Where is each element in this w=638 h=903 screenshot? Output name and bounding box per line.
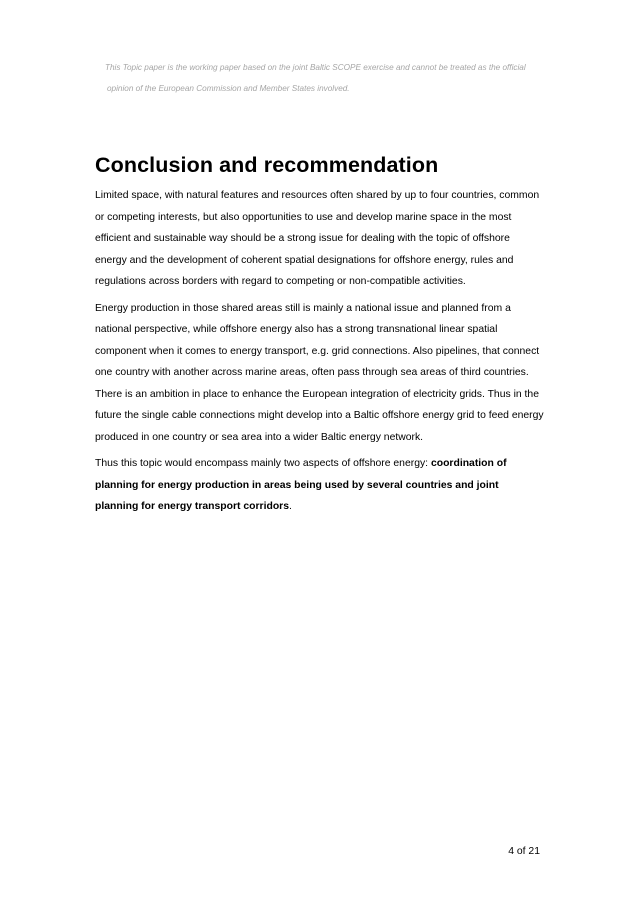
text-line: produced in one country or sea area into a wider Baltic energy network. bbox=[95, 431, 424, 443]
text-line: component when it comes to energy transport, e.g. grid connections. Also pipelines, that connect bbox=[95, 345, 540, 357]
text-line: Limited space, with natural features and resources often shared by up to four countries, common bbox=[95, 190, 540, 201]
paragraph-3 bbox=[95, 453, 555, 518]
bold-text-run: coordination of bbox=[430, 458, 507, 469]
text-line: future the single cable connections might develop into a Baltic offshore energy grid to feed energy bbox=[95, 410, 544, 421]
body-text bbox=[95, 185, 555, 523]
paragraph-2 bbox=[95, 298, 555, 449]
disclaimer-line: opinion of the European Commission and Member States involved. bbox=[107, 84, 350, 93]
text-line bbox=[95, 496, 555, 518]
paragraph-1 bbox=[95, 185, 555, 293]
text-line: There is an ambition in place to enhance the European integration of electricity grids. Thus in the bbox=[95, 388, 539, 400]
disclaimer-line: This Topic paper is the working paper based on the joint Baltic SCOPE exercise and cannot be treated as the official bbox=[105, 63, 526, 72]
text-line: energy and the development of coherent spatial designations for offshore energy, rules and bbox=[95, 254, 514, 266]
header-disclaimer bbox=[105, 57, 575, 99]
text-line: one country with another across marine areas, often pass through sea areas of third countries. bbox=[95, 367, 529, 378]
bold-text-line: planning for energy production in areas being used by several countries and joint bbox=[95, 479, 499, 491]
text-line: efficient and sustainable way should be a strong issue for dealing with the topic of offshore bbox=[95, 233, 510, 244]
text-line: regulations across borders with regard to competing or non-compatible activities. bbox=[95, 276, 466, 287]
text-line: national perspective, while offshore energy also has a strong transnational linear spatial bbox=[95, 324, 498, 335]
text-run: . bbox=[288, 501, 292, 512]
section-heading: Conclusion and recommendation bbox=[95, 153, 439, 177]
bold-text-run: planning for energy transport corridors bbox=[95, 501, 289, 512]
text-run: Thus this topic would encompass mainly two aspects of offshore energy: bbox=[95, 458, 431, 469]
text-line: Energy production in those shared areas still is mainly a national issue and planned from a bbox=[95, 302, 511, 314]
page-number: 4 of 21 bbox=[508, 846, 540, 857]
text-line bbox=[95, 453, 555, 475]
text-line: or competing interests, but also opportunities to use and develop marine space in the most bbox=[95, 211, 512, 223]
